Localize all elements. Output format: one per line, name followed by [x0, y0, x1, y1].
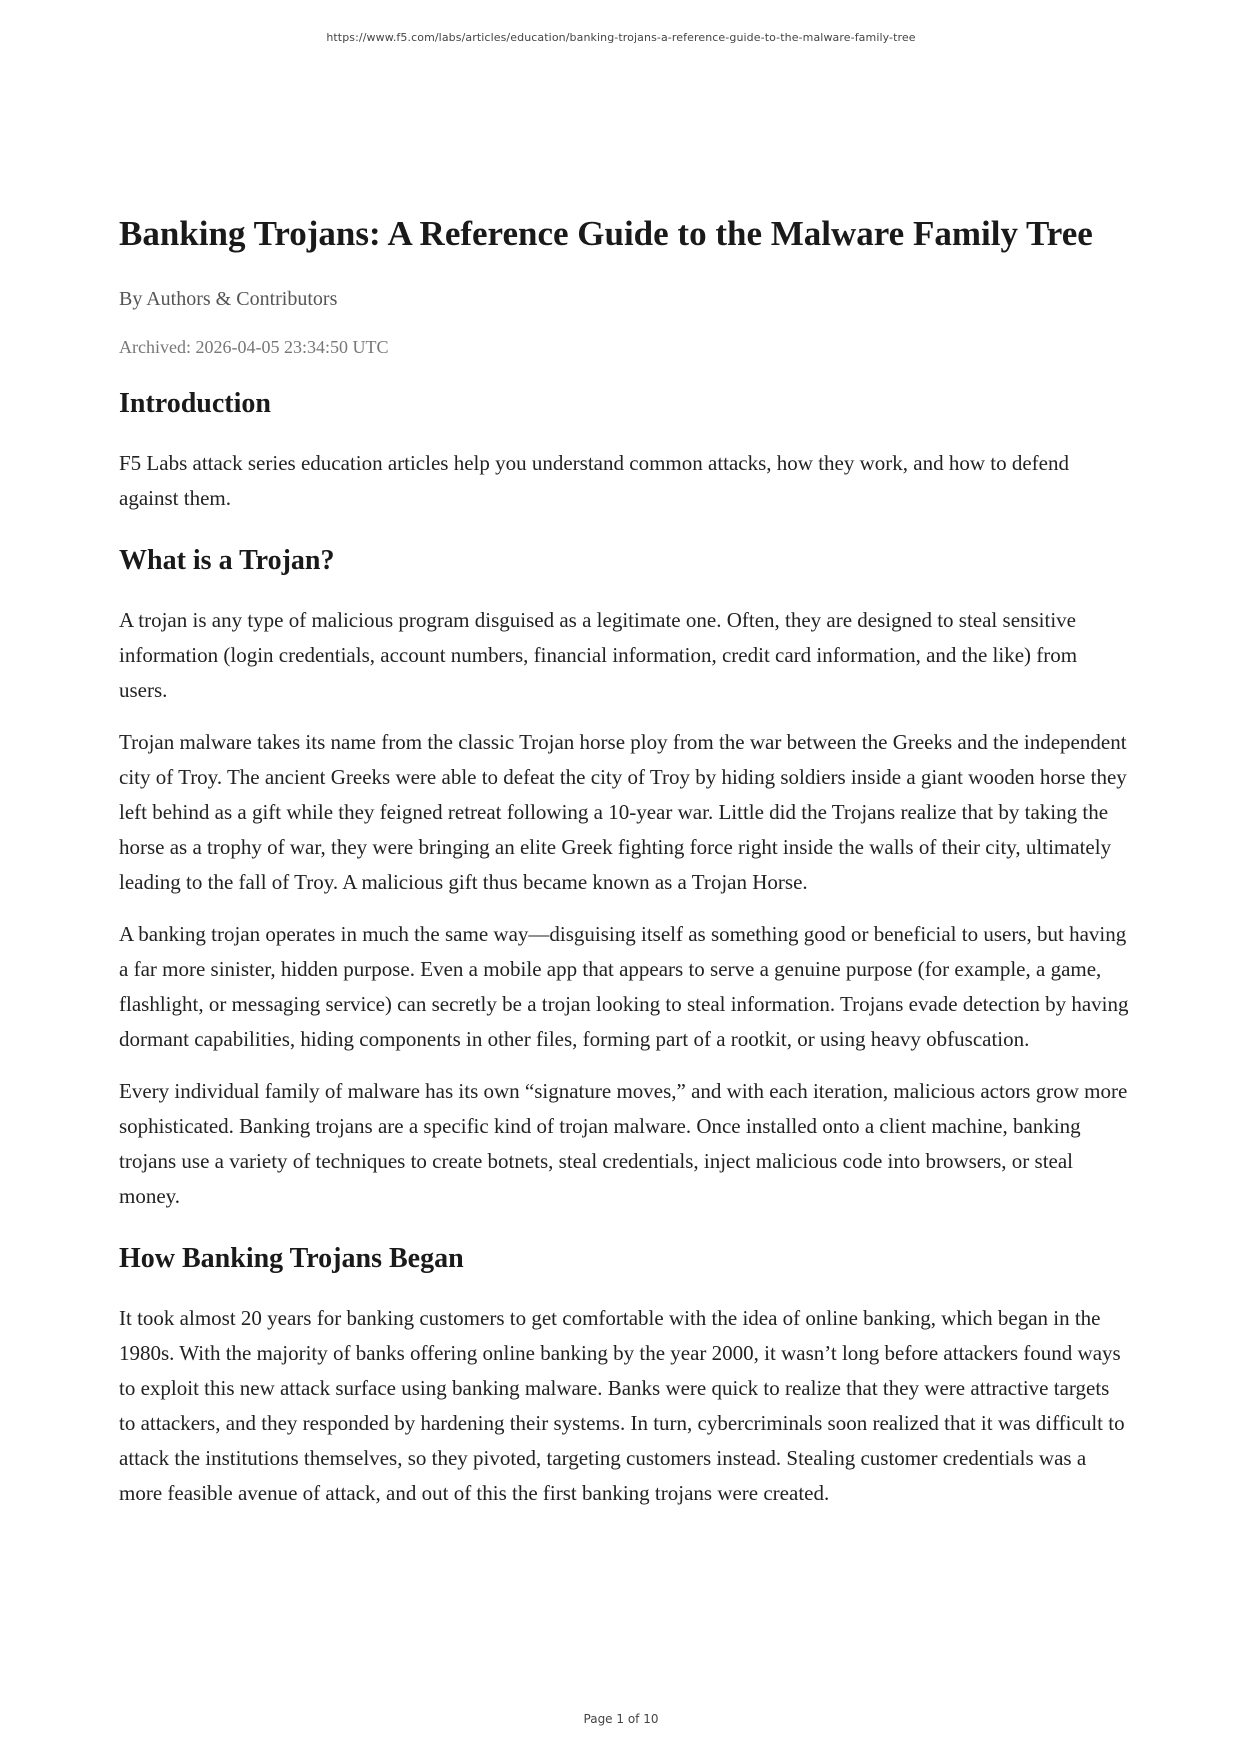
article-title: Banking Trojans: A Reference Guide to the Malware Family Tree — [119, 214, 1093, 253]
paragraph: A trojan is any type of malicious program disguised as a legitimate one. Often, they are designed to steal sensitive information (login credentials, account numbers, financial information, credit card information, and the like) from users. — [119, 608, 1078, 702]
paragraph: F5 Labs attack series education articles help you understand common attacks, how they work, and how to defend against them. — [119, 451, 1069, 510]
section-heading-how-banking-trojans-began: How Banking Trojans Began — [119, 1243, 464, 1274]
article-body — [119, 210, 1129, 1511]
page-url-header: https://www.f5.com/labs/articles/education/banking-trojans-a-reference-guide-to-the-malware-family-tree — [326, 31, 916, 44]
paragraph: It took almost 20 years for banking customers to get comfortable with the idea of online banking, which began in the 1980s. With the majority of banks offering online banking by the year 2000, it wasn’t long before attackers found ways to exploit this new attack surface using banking malware. Banks were quick to realize that they were attractive targets to attackers, and they responded by hardening their systems. In turn, cybercriminals soon realized that it was difficult to attack the institutions themselves, so they pivoted, targeting customers instead. Stealing customer credentials was a more feasible avenue of attack, and out of this the first banking trojans were created. — [119, 1306, 1125, 1505]
archived-timestamp: Archived: 2026-04-05 23:34:50 UTC — [119, 337, 389, 357]
paragraph: Trojan malware takes its name from the classic Trojan horse ploy from the war between the Greeks and the independent city of Troy. The ancient Greeks were able to defeat the city of Troy by hiding soldiers inside a giant wooden horse they left behind as a gift while they feigned retreat following a 10-year war. Little did the Trojans realize that by taking the horse as a trophy of war, they were bringing an elite Greek fighting force right inside the walls of their city, ultimately leading to the fall of Troy. A malicious gift thus became known as a Trojan Horse. — [119, 730, 1127, 894]
paragraph: A banking trojan operates in much the same way—disguising itself as something good or beneficial to users, but having a far more sinister, hidden purpose. Even a mobile app that appears to serve a genuine purpose (for example, a game, flashlight, or messaging service) can secretly be a trojan looking to steal information. Trojans evade detection by having dormant capabilities, hiding components in other files, forming part of a rootkit, or using heavy obfuscation. — [119, 922, 1129, 1051]
paragraph: Every individual family of malware has its own “signature moves,” and with each iteration, malicious actors grow more sophisticated. Banking trojans are a specific kind of trojan malware. Once installed onto a client machine, banking trojans use a variety of techniques to create botnets, steal credentials, inject malicious code into browsers, or steal money. — [119, 1079, 1128, 1208]
section-heading-introduction: Introduction — [119, 388, 271, 419]
section-heading-what-is-a-trojan: What is a Trojan? — [119, 545, 335, 576]
article-byline: By Authors & Contributors — [119, 288, 338, 310]
page-number: Page 1 of 10 — [583, 1712, 659, 1726]
